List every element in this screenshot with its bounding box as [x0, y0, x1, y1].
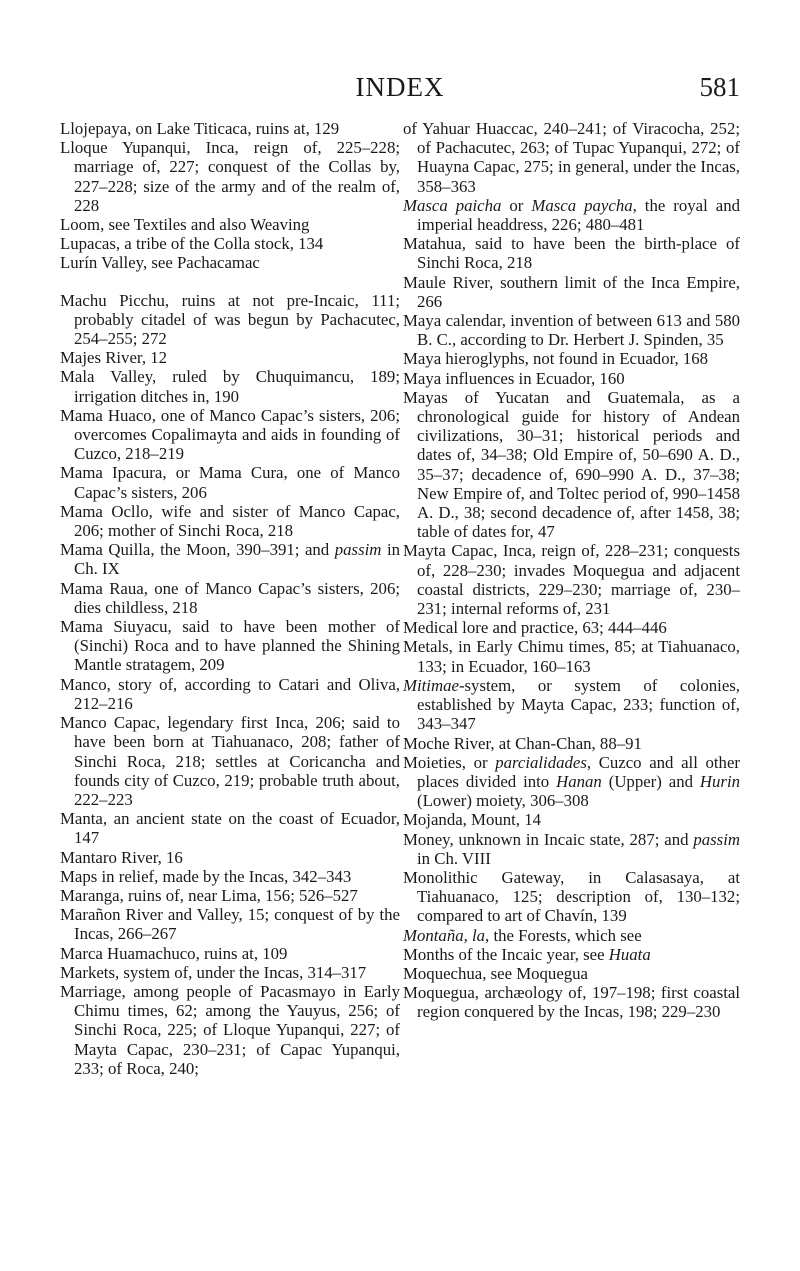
index-entry: Monolithic Gateway, in Calasasaya, at Tiahuanaco, 125; description of, 130–132; compared to art of Chavín, 139 — [403, 867, 740, 926]
index-entry: Mama Ocllo, wife and sister of Manco Capac, 206; mother of Sinchi Roca, 218 — [60, 501, 400, 541]
index-entry: Marriage, among people of Pacasmayo in Early Chimu times, 62; among the Yauyus, 256; of Sinchi Roca, 225; of Lloque Yupanqui, 227; of Mayta Capac, 230–231; of Capac Yupanqui, 233; of Roca, 240; — [60, 981, 400, 1078]
page-number: 581 — [699, 72, 740, 102]
index-entry: Maya calendar, invention of between 613 and 580 B. C., according to Dr. Herbert J. Spinden, 35 — [403, 311, 740, 350]
index-entry: Lloque Yupanqui, Inca, reign of, 225–228; marriage of, 227; conquest of the Collas by, 227–228; size of the army and of the realm of, 228 — [60, 138, 400, 215]
index-entry: Maps in relief, made by the Incas, 342–343 — [60, 866, 352, 886]
running-head — [60, 72, 740, 112]
index-entry: Mama Siuyacu, said to have been mother of (Sinchi) Roca and to have planned the Shining Mantle stratagem, 209 — [60, 617, 400, 675]
index-entry: Moquechua, see Moquegua — [403, 963, 589, 983]
index-entry: Maya influences in Ecuador, 160 — [403, 368, 625, 388]
index-entry: Mayta Capac, Inca, reign of, 228–231; conquests of, 228–230; invades Moquegua and adjacent coastal districts, 229–230; marriage of, 230–231; internal reforms of, 231 — [403, 541, 740, 619]
page-title: INDEX — [355, 72, 445, 102]
index-column-left — [60, 119, 400, 1078]
index-entry: Mama Quilla, the Moon, 390–391; and passim in Ch. IX — [60, 540, 400, 579]
index-column-right — [403, 119, 740, 1022]
index-entry: Manco, story of, according to Catari and Oliva, 212–216 — [60, 674, 400, 713]
index-entry: Mantaro River, 16 — [60, 847, 183, 867]
index-entry: Money, unknown in Incaic state, 287; and passim in Ch. VIII — [403, 829, 740, 868]
index-entry: Masca paicha or Masca paycha, the royal and imperial headdress, 226; 480–481 — [403, 195, 741, 235]
index-entry: Metals, in Early Chimu times, 85; at Tiahuanaco, 133; in Ecuador, 160–163 — [403, 637, 740, 676]
index-entry: Loom, see Textiles and also Weaving — [60, 215, 310, 235]
index-entry: Maule River, southern limit of the Inca Empire, 266 — [403, 272, 740, 311]
index-entry: Matahua, said to have been the birth-place of Sinchi Roca, 218 — [403, 234, 740, 273]
index-entry: Moquegua, archæology of, 197–198; first coastal region conquered by the Incas, 198; 229–230 — [403, 983, 740, 1022]
index-entry: Majes River, 12 — [60, 348, 167, 368]
index-entry: Mala Valley, ruled by Chuquimancu, 189; irrigation ditches in, 190 — [60, 367, 400, 406]
letter-gap — [60, 273, 400, 291]
index-entry: Moieties, or parcialidades, Cuzco and all other places divided into Hanan (Upper) and Hurin (Lower) moiety, 306–308 — [403, 752, 740, 811]
index-entry: Mayas of Yucatan and Guatemala, as a chronological guide for history of Andean civilizations, 30–31; historical periods and dates of, 34–38; Old Empire of, 50–690 A. D., 35–37; decadence of, 690–990 A. D., 37–38; New Empire of, and Toltec period of, 990–1458 A. D., 38; second decadence of, after 1458, 38; table of dates for, 47 — [403, 387, 740, 542]
index-entry: Marañon River and Valley, 15; conquest of by the Incas, 266–267 — [60, 905, 400, 944]
index-entry: Mitimae-system, or system of colonies, established by Mayta Capac, 233; function of, 343–347 — [403, 675, 740, 734]
index-entry: Maya hieroglyphs, not found in Ecuador, 168 — [403, 349, 709, 369]
index-entry: Lupacas, a tribe of the Colla stock, 134 — [60, 234, 324, 254]
index-entry: Machu Picchu, ruins at not pre-Incaic, 111; probably citadel of was begun by Pachacutec, 254–255; 272 — [60, 290, 400, 349]
index-entry: Maranga, ruins of, near Lima, 156; 526–527 — [60, 885, 358, 905]
index-entry: Llojepaya, on Lake Titicaca, ruins at, 129 — [60, 119, 340, 138]
index-entry: Moche River, at Chan-Chan, 88–91 — [403, 733, 642, 753]
index-entry: of Yahuar Huaccac, 240–241; of Viracocha, 252; of Pachacutec, 263; of Tupac Yupanqui, 272; of Huayna Capac, 275; in general, under the Incas, 358–363 — [403, 119, 740, 196]
index-entry: Manco Capac, legendary first Inca, 206; said to have been born at Tiahuanaco, 208; father of Sinchi Roca, 218; settles at Coricancha and founds city of Cuzco, 219; probable truth about, 222–223 — [60, 713, 400, 809]
index-entry: Mojanda, Mount, 14 — [403, 810, 541, 830]
index-entry: Lurín Valley, see Pachacamac — [60, 253, 260, 273]
index-entry: Mama Huaco, one of Manco Capac’s sisters, 206; overcomes Copalimayta and aids in founding of Cuzco, 218–219 — [60, 405, 400, 464]
index-entry: Mama Ipacura, or Mama Cura, one of Manco Capac’s sisters, 206 — [60, 463, 400, 502]
index-entry: Marca Huamachuco, ruins at, 109 — [60, 943, 288, 963]
index-entry: Months of the Incaic year, see Huata — [403, 944, 651, 964]
index-entry: Medical lore and practice, 63; 444–446 — [403, 618, 667, 638]
index-entry: Montaña, la, the Forests, which see — [403, 925, 642, 945]
index-entry: Markets, system of, under the Incas, 314–317 — [60, 962, 367, 982]
index-entry: Mama Raua, one of Manco Capac’s sisters, 206; dies childless, 218 — [60, 578, 400, 617]
index-entry: Manta, an ancient state on the coast of Ecuador, 147 — [60, 809, 400, 848]
